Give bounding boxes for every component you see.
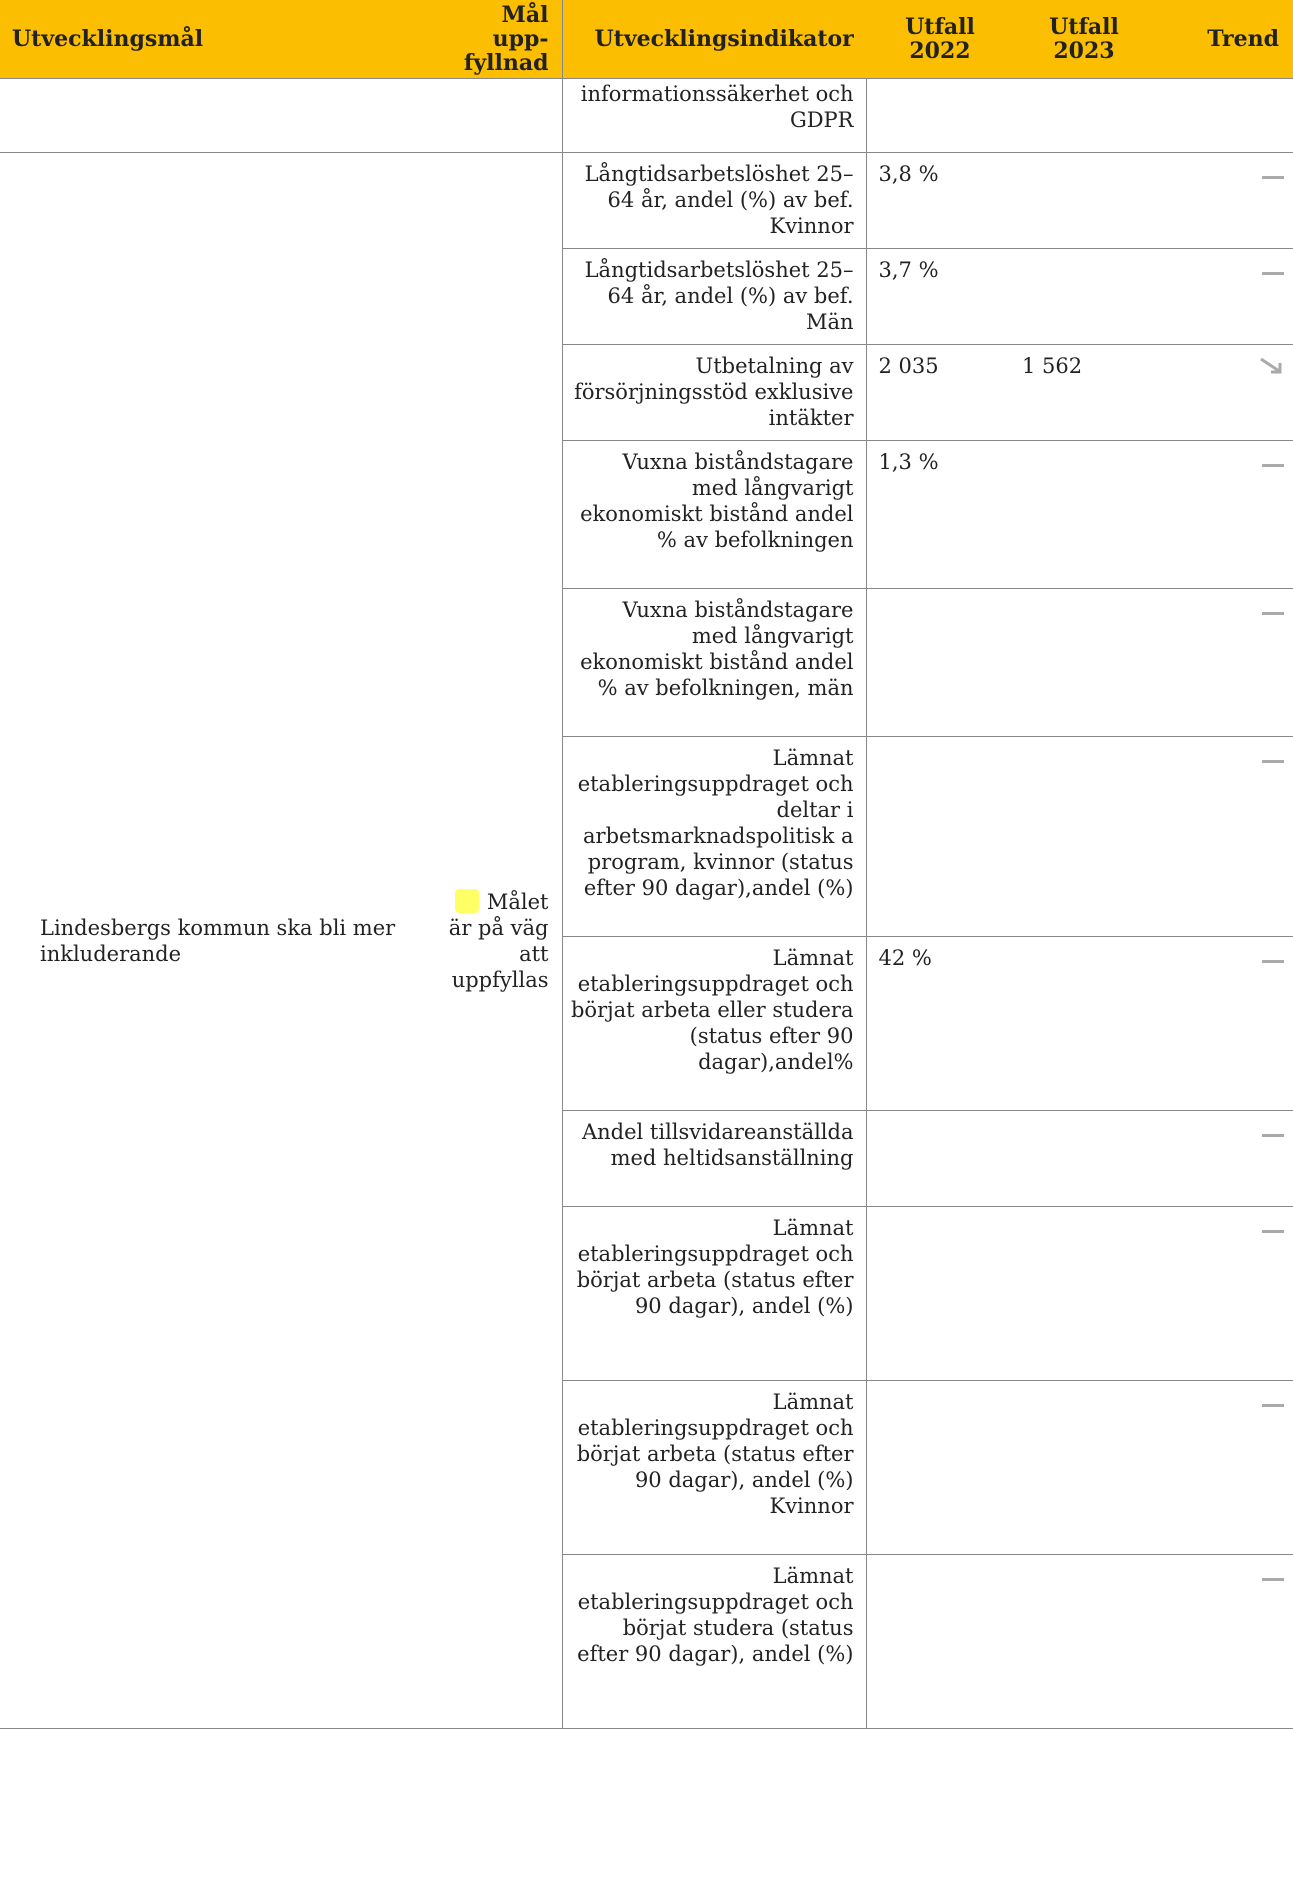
- trend-cell: [1154, 737, 1293, 937]
- flat-icon: [1261, 259, 1285, 285]
- utfall-2023-cell: [1014, 153, 1154, 249]
- utfall-2022-cell: 1,3 %: [866, 441, 1014, 589]
- utfall-2023-cell: [1014, 1555, 1154, 1729]
- utfall-2023-cell: [1014, 441, 1154, 589]
- header-utfall-2023: Utfall 2023: [1014, 0, 1154, 79]
- indicator-cell: Vuxna biståndstagare med långvarigt ekonomiskt bistånd andel % av befolkningen, män: [562, 589, 866, 737]
- indicator-cell: Lämnat etableringsuppdraget och börjat arbeta eller studera (status efter 90 dagar),andel%: [562, 937, 866, 1111]
- indicator-cell: Utbetalning av försörjningsstöd exklusive intäkter: [562, 345, 866, 441]
- flat-icon: [1261, 1391, 1285, 1417]
- trend-cell: [1154, 1381, 1293, 1555]
- utfall-2022-cell: [866, 1207, 1014, 1381]
- trend-cell: [1154, 1207, 1293, 1381]
- trend-cell: [1154, 345, 1293, 441]
- header-mal-uppfyllnad: Mål upp-fyllnad: [430, 0, 562, 79]
- flat-icon: [1261, 747, 1285, 773]
- header-utvecklingsindikator: Utvecklingsindikator: [562, 0, 866, 79]
- trend-cell: [1154, 1111, 1293, 1207]
- trend-cell: [1154, 589, 1293, 737]
- header-utfall-2022: Utfall 2022: [866, 0, 1014, 79]
- utfall-2023-cell: [1014, 1381, 1154, 1555]
- table-header-row: [0, 0, 1293, 79]
- table-row: [0, 153, 1293, 249]
- utfall-2023-cell: [1014, 79, 1154, 153]
- trend-cell: [1154, 1555, 1293, 1729]
- goal-text: Lindesbergs kommun ska bli mer inkluderande: [0, 153, 430, 1729]
- trend-cell: [1154, 441, 1293, 589]
- flat-icon: [1261, 947, 1285, 973]
- flat-icon: [1261, 1217, 1285, 1243]
- goal-status: [430, 153, 562, 1729]
- trend-cell: [1154, 153, 1293, 249]
- utfall-2023-cell: [1014, 737, 1154, 937]
- flat-icon: [1261, 1121, 1285, 1147]
- flat-icon: [1261, 599, 1285, 625]
- indicator-cell: Lämnat etableringsuppdraget och deltar i arbetsmarknadspolitisk a program, kvinnor (status efter 90 dagar),andel (%): [562, 737, 866, 937]
- status-label: Målet är på väg att uppfyllas: [448, 889, 549, 992]
- trend-cell: [1154, 937, 1293, 1111]
- indicator-cell: informationssäkerhet och GDPR: [562, 79, 866, 153]
- indicator-cell: Vuxna biståndstagare med långvarigt ekonomiskt bistånd andel % av befolkningen: [562, 441, 866, 589]
- status-square-icon: [455, 889, 479, 913]
- trend-cell: [1154, 79, 1293, 153]
- trend-cell: [1154, 249, 1293, 345]
- utfall-2023-cell: [1014, 1111, 1154, 1207]
- utfall-2022-cell: [866, 1381, 1014, 1555]
- utfall-2022-cell: [866, 589, 1014, 737]
- status-cell-empty: [430, 79, 562, 153]
- utfall-2023-cell: 1 562: [1014, 345, 1154, 441]
- utfall-2022-cell: [866, 79, 1014, 153]
- utfall-2022-cell: 3,7 %: [866, 249, 1014, 345]
- indicator-cell: Långtidsarbetslöshet 25–64 år, andel (%) av bef. Män: [562, 249, 866, 345]
- goal-cell-empty: [0, 79, 430, 153]
- utfall-2022-cell: [866, 737, 1014, 937]
- utfall-2022-cell: 2 035: [866, 345, 1014, 441]
- utfall-2023-cell: [1014, 937, 1154, 1111]
- flat-icon: [1261, 1565, 1285, 1591]
- flat-icon: [1261, 163, 1285, 189]
- arrow-down-right-icon: [1259, 355, 1285, 383]
- utfall-2022-cell: 3,8 %: [866, 153, 1014, 249]
- indicator-cell: Lämnat etableringsuppdraget och börjat arbeta (status efter 90 dagar), andel (%): [562, 1207, 866, 1381]
- utfall-2023-cell: [1014, 249, 1154, 345]
- flat-icon: [1261, 451, 1285, 477]
- header-utvecklingsmal: Utvecklingsmål: [0, 0, 430, 79]
- header-trend: Trend: [1154, 0, 1293, 79]
- table-row: [0, 79, 1293, 153]
- utfall-2023-cell: [1014, 1207, 1154, 1381]
- utfall-2022-cell: [866, 1111, 1014, 1207]
- utfall-2023-cell: [1014, 589, 1154, 737]
- indicator-cell: Långtidsarbetslöshet 25–64 år, andel (%) av bef. Kvinnor: [562, 153, 866, 249]
- indicator-cell: Lämnat etableringsuppdraget och börjat studera (status efter 90 dagar), andel (%): [562, 1555, 866, 1729]
- utfall-2022-cell: 42 %: [866, 937, 1014, 1111]
- indicator-cell: Andel tillsvidareanställda med heltidsanställning: [562, 1111, 866, 1207]
- indicator-cell: Lämnat etableringsuppdraget och börjat arbeta (status efter 90 dagar), andel (%) Kvinnor: [562, 1381, 866, 1555]
- utfall-2022-cell: [866, 1555, 1014, 1729]
